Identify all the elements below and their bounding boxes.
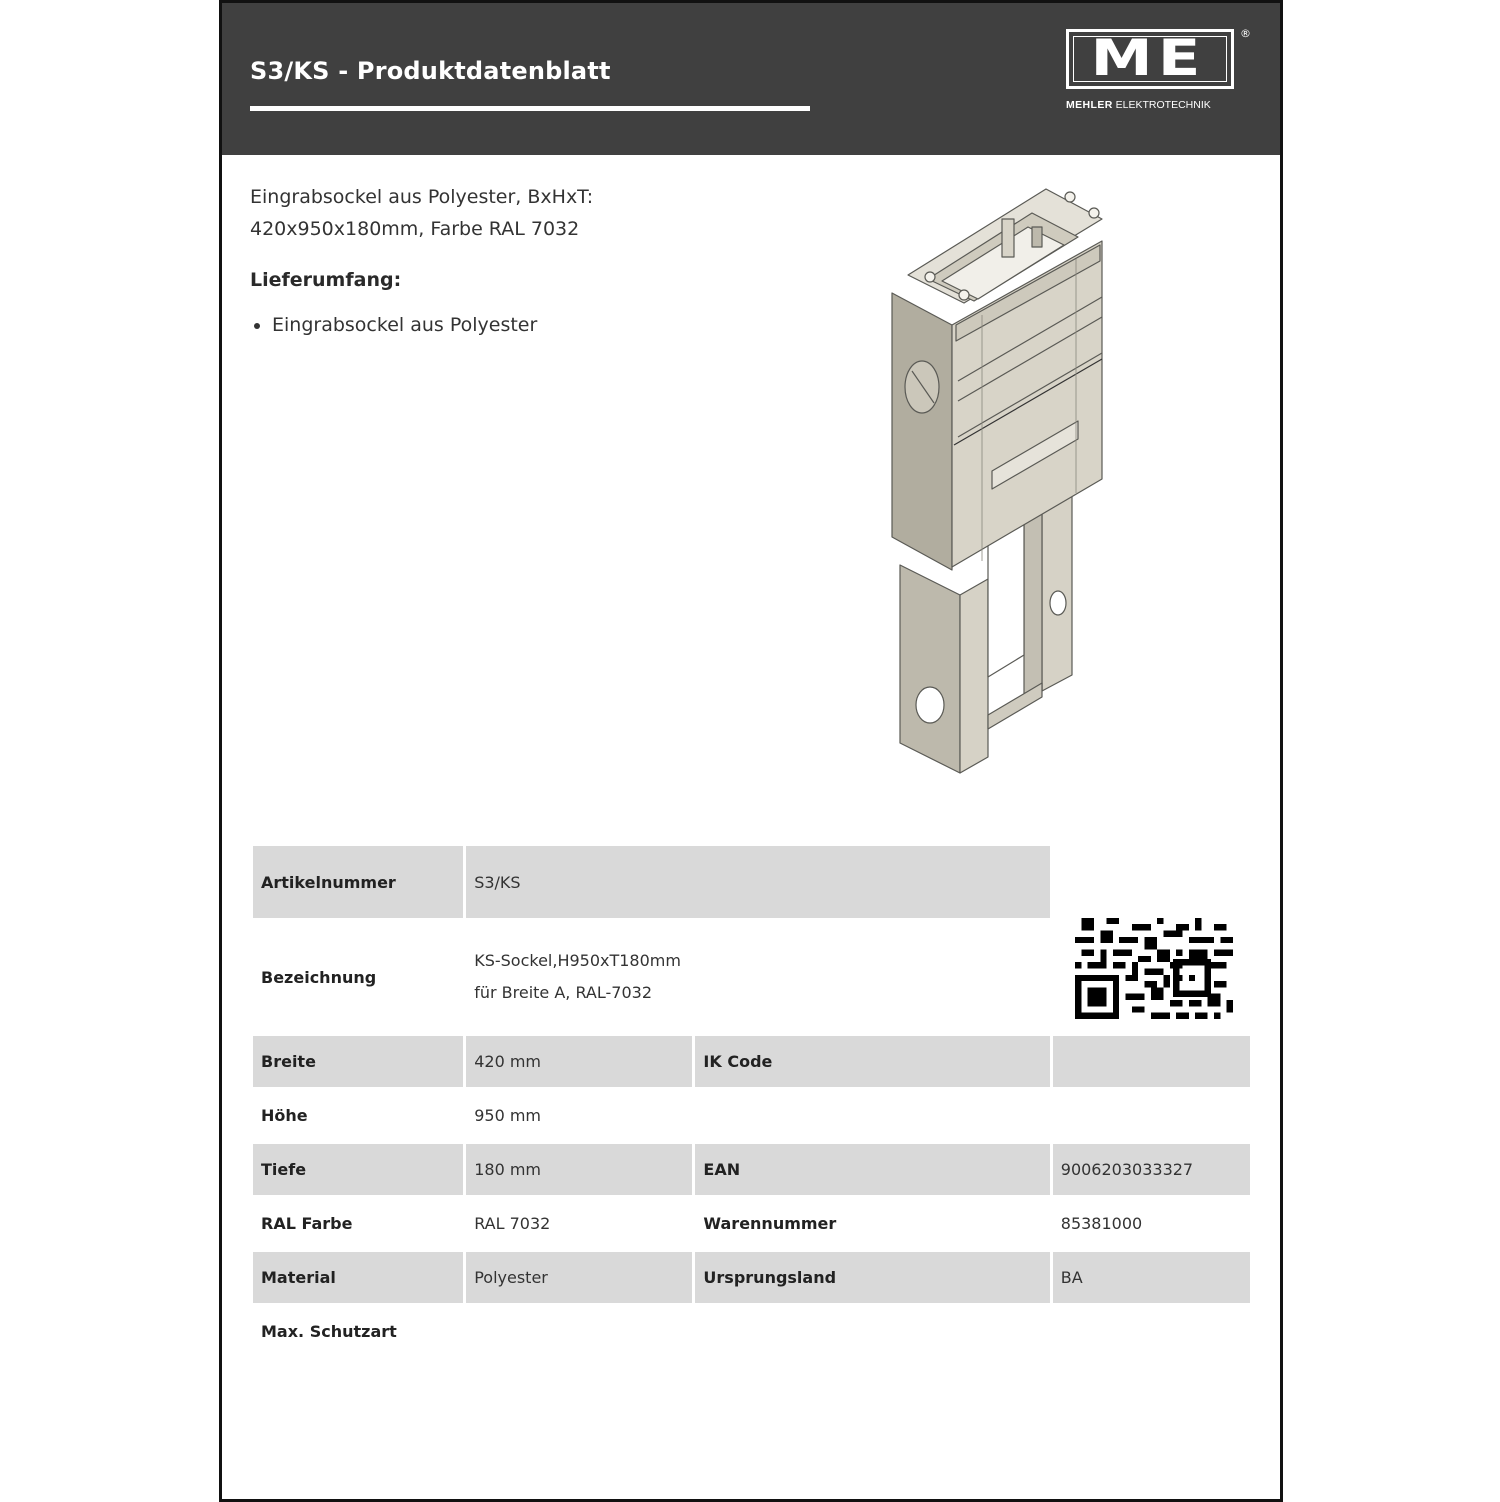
ean-value: 9006203033327 [1053, 1144, 1250, 1195]
empty-cell [1053, 1090, 1250, 1141]
qr-cell [1053, 921, 1250, 1033]
ursprungsland-value: BA [1053, 1252, 1250, 1303]
bezeichnung-value [466, 921, 1050, 1033]
empty-cell [695, 1090, 1049, 1141]
table-row [253, 1090, 1250, 1141]
ean-label: EAN [695, 1144, 1049, 1195]
ral-farbe-value: RAL 7032 [474, 1214, 551, 1233]
logo-letters: ME [1090, 29, 1206, 87]
header-bar [222, 3, 1280, 155]
title-underline [250, 106, 810, 111]
scope-title: Lieferumfang: [250, 269, 402, 291]
list-item: • Eingrabsockel aus Polyester [272, 309, 537, 341]
bezeichnung-line-2: für Breite A, RAL-7032 [474, 983, 652, 1002]
table-row [253, 1252, 1250, 1303]
table-row [253, 921, 1250, 1033]
ursprungsland-label: Ursprungsland [695, 1252, 1049, 1303]
table-row [253, 1036, 1250, 1087]
warennummer-value: 85381000 [1060, 1214, 1143, 1233]
empty-cell [695, 1306, 1049, 1357]
warennummer-label: Warennummer [703, 1214, 837, 1233]
scope-list [250, 309, 537, 341]
description-line-1: Eingrabsockel aus Polyester, BxHxT: [250, 186, 594, 208]
product-illustration [882, 175, 1152, 785]
table-row [253, 846, 1250, 918]
artikelnummer-value: S3/KS [466, 846, 1050, 918]
logo-brand: MEHLER [1066, 99, 1113, 111]
table-row [253, 1144, 1250, 1195]
ik-code-value [1053, 1036, 1250, 1087]
table-row [253, 1306, 1250, 1357]
logo-caption [1066, 99, 1211, 111]
max-schutzart-value [466, 1306, 692, 1357]
datasheet-page [219, 0, 1283, 1502]
material-label: Material [253, 1252, 463, 1303]
breite-value: 420 mm [466, 1036, 692, 1087]
hoehe-value: 950 mm [474, 1106, 541, 1125]
registered-mark: ® [1240, 27, 1251, 40]
table-row [253, 1198, 1250, 1249]
empty-cell [1053, 1306, 1250, 1357]
tiefe-label: Tiefe [253, 1144, 463, 1195]
bezeichnung-label: Bezeichnung [261, 967, 377, 987]
material-value: Polyester [466, 1252, 692, 1303]
page-title: S3/KS - Produktdatenblatt [250, 57, 611, 85]
hoehe-label: Höhe [261, 1106, 308, 1125]
qr-cell [1053, 846, 1250, 918]
spec-table [250, 843, 1253, 1360]
artikelnummer-label: Artikelnummer [253, 846, 463, 918]
breite-label: Breite [253, 1036, 463, 1087]
ral-farbe-label: RAL Farbe [261, 1214, 353, 1233]
ik-code-label: IK Code [695, 1036, 1049, 1087]
bezeichnung-line-1: KS-Sockel,H950xT180mm [474, 951, 681, 970]
logo-sub: ELEKTROTECHNIK [1115, 99, 1211, 111]
tiefe-value: 180 mm [466, 1144, 692, 1195]
mehler-logo [1064, 25, 1251, 117]
description-line-2: 420x950x180mm, Farbe RAL 7032 [250, 218, 580, 240]
max-schutzart-label: Max. Schutzart [261, 1322, 397, 1341]
product-description [250, 181, 670, 245]
